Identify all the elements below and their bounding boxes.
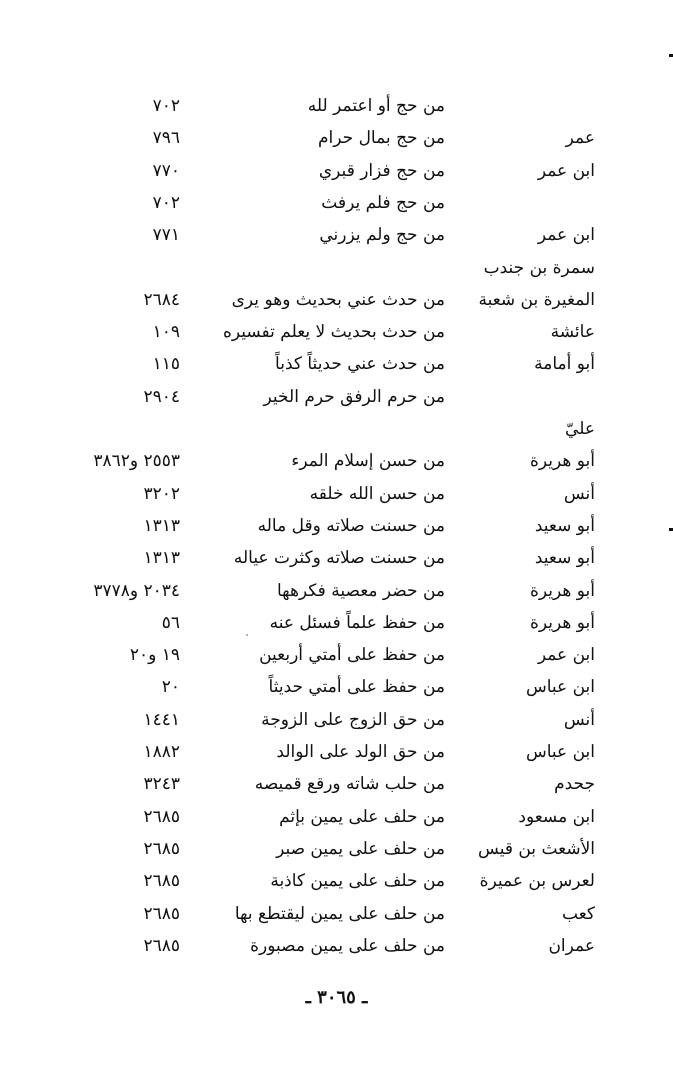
hadith-reference-number: ١٤٤١ <box>143 709 180 730</box>
narrator: عمران <box>548 935 595 956</box>
hadith-incipit <box>195 413 445 445</box>
narrator: سمرة بن جندب <box>483 257 595 278</box>
hadith-reference-number <box>20 413 180 445</box>
narrator: جحدم <box>554 774 595 795</box>
narrator: ابن عمر <box>537 225 595 246</box>
hadith-reference-number: ٢٦٨٥ <box>143 903 180 924</box>
hadith-incipit: من حفظ على أمتي حديثاً <box>268 677 445 698</box>
index-row <box>0 704 673 736</box>
narrator: ابن عمر <box>537 645 595 666</box>
hadith-reference-number: ١٠٩ <box>152 322 180 343</box>
narrator <box>445 187 595 219</box>
hadith-reference-number: ٥٦ <box>161 612 180 633</box>
hadith-reference-number: ١٣١٣ <box>143 515 180 536</box>
hadith-reference-number: ٧٠٢ <box>152 192 180 213</box>
hadith-incipit: من حلب شاته ورقع قميصه <box>254 774 445 795</box>
index-row <box>0 284 673 316</box>
hadith-reference-number: ٢٦٨٤ <box>143 289 180 310</box>
hadith-incipit: من حفظ على أمتي أربعين <box>259 645 445 666</box>
hadith-incipit: من حج ولم يزرني <box>319 225 445 246</box>
hadith-incipit: من حدث عني بحديث وهو يرى <box>231 289 445 310</box>
hadith-reference-number: ٧٧٠ <box>152 160 180 181</box>
index-row <box>0 898 673 930</box>
hadith-incipit: من حسن إسلام المرء <box>291 451 445 472</box>
hadith-incipit: من حضر معصية فكرهها <box>276 580 445 601</box>
narrator: لعرس بن عميرة <box>479 871 595 892</box>
hadith-incipit: من حسنت صلاته وكثرت عياله <box>233 548 445 569</box>
hadith-reference-number: ٢٠٣٤ و٣٧٧٨ <box>93 580 180 601</box>
edge-mark-top <box>669 54 673 57</box>
hadith-reference-number: ٧٧١ <box>152 225 180 246</box>
hadith-reference-number: ١٣١٣ <box>143 548 180 569</box>
index-row <box>0 316 673 348</box>
hadith-incipit: من حسن الله خلقه <box>309 483 445 504</box>
hadith-incipit: من حج فزار قبري <box>318 160 445 181</box>
index-row <box>0 478 673 510</box>
hadith-reference-number: ٢٦٨٥ <box>143 871 180 892</box>
index-row <box>0 122 673 154</box>
hadith-incipit <box>195 252 445 284</box>
hadith-reference-number <box>20 252 180 284</box>
narrator: عليّ <box>565 419 595 439</box>
hadith-reference-number: ٣٢٠٢ <box>143 483 180 504</box>
hadith-incipit: من حلف على يمين بإثم <box>279 806 445 827</box>
hadith-incipit: من حلف على يمين كاذبة <box>270 871 445 892</box>
hadith-incipit: من حق الزوج على الزوجة <box>261 709 445 730</box>
hadith-incipit: من حفظ علماً فسئل عنه <box>269 612 445 633</box>
hadith-incipit: من حج أو اعتمر لله <box>307 96 445 116</box>
index-row <box>0 801 673 833</box>
narrator: ابن مسعود <box>518 806 595 827</box>
narrator: المغيرة بن شعبة <box>478 289 595 310</box>
index-row <box>0 930 673 962</box>
narrator: أبو سعيد <box>534 515 595 536</box>
hadith-reference-number: ٢٠ <box>161 677 180 698</box>
index-row <box>0 381 673 413</box>
index-row <box>0 542 673 574</box>
narrator: أنس <box>563 709 595 730</box>
hadith-incipit: من حلف على يمين صبر <box>276 838 445 859</box>
index-row <box>0 348 673 380</box>
index-row <box>0 639 673 671</box>
hadith-incipit: من حدث بحديث لا يعلم تفسيره <box>222 322 445 343</box>
hadith-incipit: من حلف على يمين مصبورة <box>250 935 445 956</box>
page-number: ـ ٣٠٦٥ ـ <box>305 987 368 1008</box>
hadith-incipit: من حق الولد على الوالد <box>276 742 445 762</box>
hadith-reference-number: ٢٦٨٥ <box>143 935 180 956</box>
narrator: عائشة <box>550 322 595 343</box>
index-row <box>0 445 673 477</box>
hadith-reference-number: ٣٢٤٣ <box>143 774 180 795</box>
narrator: أبو هريرة <box>529 612 595 633</box>
hadith-reference-number: ٢٥٥٣ و٣٨٦٢ <box>93 451 180 472</box>
index-row <box>0 833 673 865</box>
index-row <box>0 768 673 800</box>
hadith-reference-number: ١١٥ <box>152 354 180 375</box>
index-row <box>0 736 673 768</box>
index-row <box>0 865 673 897</box>
hadith-incipit: من حج فلم يرفث <box>321 192 445 213</box>
narrator: ابن عمر <box>537 160 595 181</box>
hadith-reference-number: ٢٦٨٥ <box>143 806 180 827</box>
index-row <box>0 219 673 251</box>
index-row <box>0 252 673 284</box>
hadith-incipit: من حدث عني حديثاً كذباً <box>275 354 445 375</box>
narrator: أبو هريرة <box>529 580 595 601</box>
index-row <box>0 575 673 607</box>
hadith-reference-number: ١٩ و٢٠ <box>129 645 180 666</box>
narrator: الأشعث بن قيس <box>478 838 595 859</box>
hadith-incipit: من حج بمال حرام <box>318 128 445 149</box>
narrator: ابن عباس <box>525 742 595 762</box>
hadith-reference-number: ٢٩٠٤ <box>143 386 180 407</box>
hadith-incipit: من حسنت صلاته وقل ماله <box>257 515 445 536</box>
index-row <box>0 413 673 445</box>
index-row <box>0 510 673 542</box>
hadith-incipit: من حرم الرفق حرم الخير <box>263 386 445 407</box>
index-row <box>0 90 673 122</box>
narrator <box>445 381 595 413</box>
hadith-incipit: من حلف على يمين ليقتطع بها <box>234 903 445 924</box>
index-row <box>0 187 673 219</box>
index-row <box>0 155 673 187</box>
narrator: كعب <box>562 903 595 924</box>
narrator: عمر <box>565 128 595 149</box>
narrator: أبو سعيد <box>534 548 595 569</box>
index-row <box>0 671 673 703</box>
narrator: أنس <box>563 483 595 504</box>
narrator: أبو أمامة <box>534 354 595 375</box>
narrator: ابن عباس <box>525 677 595 698</box>
hadith-reference-number: ١٨٨٢ <box>143 742 180 762</box>
narrator: أبو هريرة <box>529 451 595 472</box>
narrator <box>445 90 595 122</box>
hadith-reference-number: ٧٩٦ <box>152 128 180 149</box>
index-row <box>0 607 673 639</box>
hadith-reference-number: ٧٠٢ <box>152 96 180 116</box>
hadith-reference-number: ٢٦٨٥ <box>143 838 180 859</box>
